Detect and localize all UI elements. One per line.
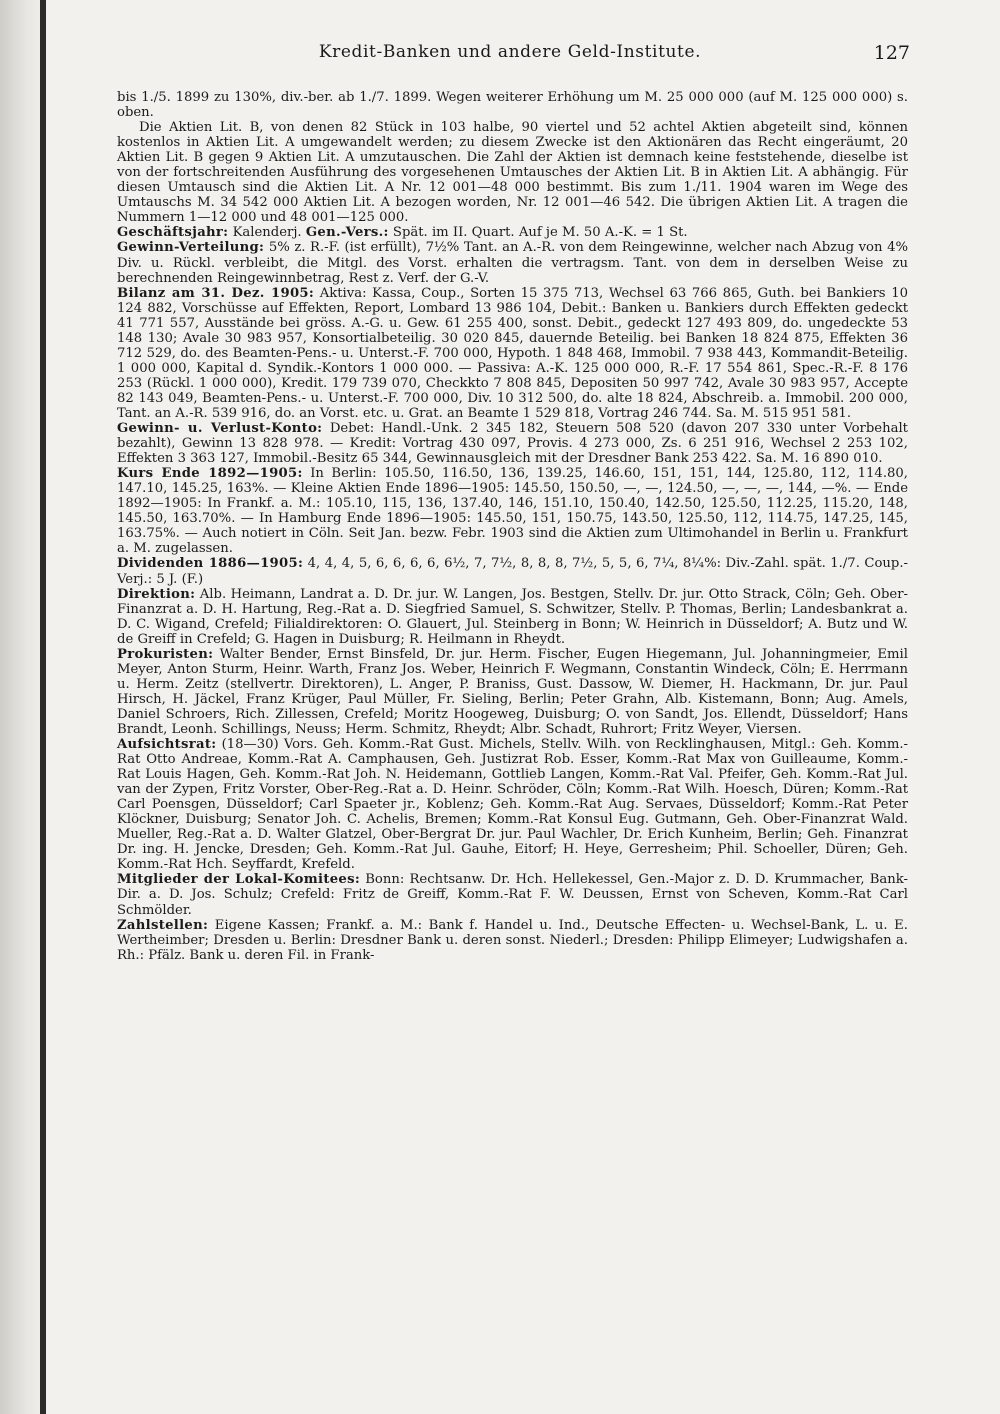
section-label: Gewinn- u. Verlust-Konto: (117, 421, 323, 437)
paragraph-profit-distribution (117, 240, 908, 285)
paragraph-profit-loss (117, 421, 908, 466)
paragraph-share-prices (117, 466, 908, 556)
paragraph-fiscal-year (117, 225, 908, 240)
section-text: Eigene Kassen; Frankf. a. M.: Bank f. Handel u. Ind., Deutsche Effecten- u. Wechsel-Bank, L. u. E. Wertheimber; Dresden u. Berlin: Dresdner Bank u. deren sonst. Niederl.; Dresden: Philipp Elimeyer; Ludwigshafen a. Rh.: Pfälz. Bank u. deren Fil. in Frank- (117, 917, 908, 963)
section-label: Direktion: (117, 586, 196, 602)
section-text: Walter Bender, Ernst Binsfeld, Dr. jur. Herm. Fischer, Eugen Hiegemann, Jul. Johanningmeier, Emil Meyer, Anton Sturm, Heinr. Warth, Franz Jos. Weber, Heinrich F. Wegmann, Constantin Windeck, Cöln; E. Herrmann u. Herm. Zeitz (stellvertr. Direktoren), L. Anger, P. Braniss, Gust. Dassow, W. Diemer, H. Hackmann, Dr. jur. Paul Hirsch, H. Jäckel, Franz Krüger, Paul Müller, Fr. Sieling, Berlin; Peter Grahn, Alb. Kistemann, Bonn; Aug. Amels, Daniel Schroers, Rich. Zillessen, Crefeld; Moritz Hoogeweg, Duisburg; O. von Sandt, Jos. Ellendt, Düsseldorf; Hans Brandt, Leonh. Schillings, Neuss; Herm. Schmitz, Rheydt; Albr. Schadt, Ruhrort; Fritz Weyer, Viersen. (117, 646, 908, 737)
binding-edge-line (40, 0, 46, 1414)
paragraph-dividends (117, 556, 908, 586)
section-label: Aufsichtsrat: (117, 737, 217, 753)
paragraph-share-exchange (117, 120, 908, 225)
section-text: Kalenderj. (232, 225, 302, 241)
section-label: Mitglieder der Lokal-Komitees: (117, 872, 360, 888)
section-label: Gen.-Vers.: (305, 225, 389, 241)
section-label: Gewinn-Verteilung: (117, 240, 265, 256)
section-text: Debet: Handl.-Unk. 2 345 182, Steuern 508 520 (davon 207 330 unter Vorbehalt bezahlt), Gewinn 13 828 978. — Kredit: Vortrag 430 097, Provis. 4 273 000, Zs. 6 251 916, Wechsel 2 253 102, Effekten 3 363 127, Immobil.-Besitz 65 344, Gewinnausgleich mit der Dresdner Bank 253 422. Sa. M. 16 890 010. (117, 421, 908, 467)
section-text: Spät. im II. Quart. Auf je M. 50 A.-K. = 1 St. (392, 225, 688, 241)
section-text: (18—30) Vors. Geh. Komm.-Rat Gust. Michels, Stellv. Wilh. von Recklinghausen, Mitgl.: Geh. Komm.-Rat Otto Andreae, Komm.-Rat A. Camphausen, Geh. Justizrat Rob. Esser, Komm.-Rat Max von Guilleaume, Komm.-Rat Louis Hagen, Geh. Komm.-Rat Joh. N. Heidemann, Gottlieb Langen, Komm.-Rat Val. Pfeifer, Geh. Komm.-Rat Jul. van der Zypen, Fritz Vorster, Ober-Reg.-Rat a. D. Heinr. Schröder, Cöln; Komm.-Rat Wilh. Hoesch, Düren; Komm.-Rat Carl Poensgen, Düsseldorf; Carl Spaeter jr., Koblenz; Geh. Komm.-Rat Aug. Servaes, Düsseldorf; Komm.-Rat Peter Klöckner, Duisburg; Senator Joh. C. Achelis, Bremen; Komm.-Rat Konsul Eug. Gutmann, Geh. Ober-Finanzrat Wald. Mueller, Reg.-Rat a. D. Walter Glatzel, Ober-Bergrat Dr. jur. Paul Wachler, Dr. Erich Kunheim, Berlin; Geh. Finanzrat Dr. ing. H. Jencke, Dresden; Geh. Komm.-Rat Jul. Gauhe, Eitorf; H. Heye, Gerresheim; Phil. Schoeller, Düren; Geh. Komm.-Rat Hch. Seyffardt, Krefeld. (117, 737, 908, 873)
section-text: Aktiva: Kassa, Coup., Sorten 15 375 713, Wechsel 63 766 865, Guth. bei Bankiers 10 124 882, Vorschüsse auf Effekten, Report, Lombard 13 986 104, Debit.: Banken u. Bankiers durch Effekten gedeckt 41 771 557, Ausstände bei gröss. A.-G. u. Gew. 61 255 400, sonst. Debit., gedeckt 127 493 809, do. ungedeckte 53 148 130; Avale 30 983 957, Konsortialbeteilig. 30 020 845, dauernde Beteilig. bei Banken 18 824 875, Effekten 36 712 529, do. des Beamten-Pens.- u. Unterst.-F. 700 000, Hypoth. 1 848 468, Immobil. 7 938 443, Kommandit-Beteilig. 1 000 000, Kapital d. Syndik.-Kontors 1 000 000. — Passiva: A.-K. 125 000 000, R.-F. 17 554 861, Spec.-R.-F. 8 176 253 (Rückl. 1 000 000), Kredit. 179 739 070, Checkkto 7 808 845, Depositen 50 997 742, Avale 30 983 957, Accepte 82 143 049, Beamten-Pens.- u. Unterst.-F. 700 000, Div. 10 312 500, do. alte 18 824, Abschreib. a. Immobil. 200 000, Tant. an A.-R. 539 916, do. an Vorst. etc. u. Grat. an Beamte 1 529 818, Vortrag 246 744. Sa. M. 515 951 581. (117, 285, 908, 421)
page-header (110, 42, 910, 72)
section-label: Kurs Ende 1892—1905: (117, 466, 303, 482)
section-label: Dividenden 1886—1905: (117, 556, 304, 572)
paragraph-local-committees (117, 872, 908, 917)
paragraph-text: Die Aktien Lit. B, von denen 82 Stück in 103 halbe, 90 viertel und 52 achtel Aktien abgeteilt sind, können kostenlos in Aktien Lit. A umgewandelt werden; zu diesem Zwecke ist den Aktionären das Recht eingeräumt, 20 Aktien Lit. B gegen 9 Aktien Lit. A umzutauschen. Die Zahl der Aktien ist demnach keine feststehende, dieselbe ist von der fortschreitenden Ausführung des vorgesehenen Umtausches der Aktien Lit. B in Aktien Lit. A abhängig. Für diesen Umtausch sind die Aktien Lit. A Nr. 12 001—48 000 bestimmt. Bis zum 1./11. 1904 waren im Wege des Umtauschs M. 34 542 000 Aktien Lit. A bezogen worden, Nr. 12 001—46 542. Die übrigen Aktien Lit. A tragen die Nummern 1—12 000 und 48 001—125 000. (117, 120, 908, 226)
main-text (117, 90, 908, 963)
section-label: Prokuristen: (117, 646, 214, 662)
paragraph-paying-agents (117, 918, 908, 963)
paragraph-management (117, 587, 908, 647)
paragraph-supervisory-board (117, 737, 908, 872)
paragraph-text: bis 1./5. 1899 zu 130%, div.-ber. ab 1./7. 1899. Wegen weiterer Erhöhung um M. 25 000 000 (auf M. 125 000 000) s. oben. (117, 90, 908, 121)
section-text: Bonn: Rechtsanw. Dr. Hch. Hellekessel, Gen.-Major z. D. D. Krummacher, Bank-Dir. a. D. Jos. Schulz; Crefeld: Fritz de Greiff, Komm.-Rat F. W. Deussen, Ernst von Scheven, Komm.-Rat Carl Schmölder. (117, 872, 908, 918)
running-title: Kredit-Banken und andere Geld-Institute. (318, 42, 702, 62)
section-text: 5% z. R.-F. (ist erfüllt), 7½% Tant. an A.-R. von dem Reingewinne, welcher nach Abzug von 4% Div. u. Rückl. verbleibt, die Mitgl. des Vorst. erhalten die vertragsm. Tant. von dem in derselben Weise zu berechnenden Reingewinnbetrag, Rest z. Verf. der G.-V. (117, 240, 908, 286)
section-text: Alb. Heimann, Landrat a. D. Dr. jur. W. Langen, Jos. Bestgen, Stellv. Dr. jur. Otto Strack, Cöln; Geh. Ober-Finanzrat a. D. H. Hartung, Reg.-Rat a. D. Siegfried Samuel, S. Schwitzer, Stellv. P. Thomas, Berlin; Landesbankrat a. D. C. Wigand, Crefeld; Filialdirektoren: O. Glauert, Jul. Steinberg in Bonn; W. Heinrich in Düsseldorf; A. Butz und W. de Greiff in Crefeld; G. Hagen in Duisburg; R. Heilmann in Rheydt. (117, 586, 908, 647)
section-label: Zahlstellen: (117, 917, 209, 933)
section-label: Bilanz am 31. Dez. 1905: (117, 285, 315, 301)
paragraph-authorized-officers (117, 647, 908, 737)
section-text: 4, 4, 4, 5, 6, 6, 6, 6, 6½, 7, 7½, 8, 8, 8, 7½, 5, 5, 6, 7¼, 8¼%: Div.-Zahl. spät. 1./7. Coup.-Verj.: 5 J. (F.) (117, 556, 908, 587)
page-number: 127 (873, 42, 910, 64)
paragraph-share-increase (117, 90, 908, 120)
paragraph-balance-sheet (117, 286, 908, 421)
section-label: Geschäftsjahr: (117, 225, 229, 241)
section-text: In Berlin: 105.50, 116.50, 136, 139.25, 146.60, 151, 151, 144, 125.80, 112, 114.80, 147.10, 145.25, 163%. — Kleine Aktien Ende 1896—1905: 145.50, 150.50, —, —, 124.50, —, —, —, 144, —%. — Ende 1892—1905: In Frankf. a. M.: 105.10, 115, 136, 137.40, 146, 151.10, 150.40, 142.50, 125.50, 112.25, 115.20, 148, 145.50, 163.70%. — In Hamburg Ende 1896—1905: 145.50, 151, 150.75, 143.50, 125.50, 112, 114.75, 147.25, 145, 163.75%. — Auch notiert in Cöln. Seit Jan. bezw. Febr. 1903 sind die Aktien zum Ultimohandel in Berlin u. Frankfurt a. M. zugelassen. (117, 466, 908, 557)
